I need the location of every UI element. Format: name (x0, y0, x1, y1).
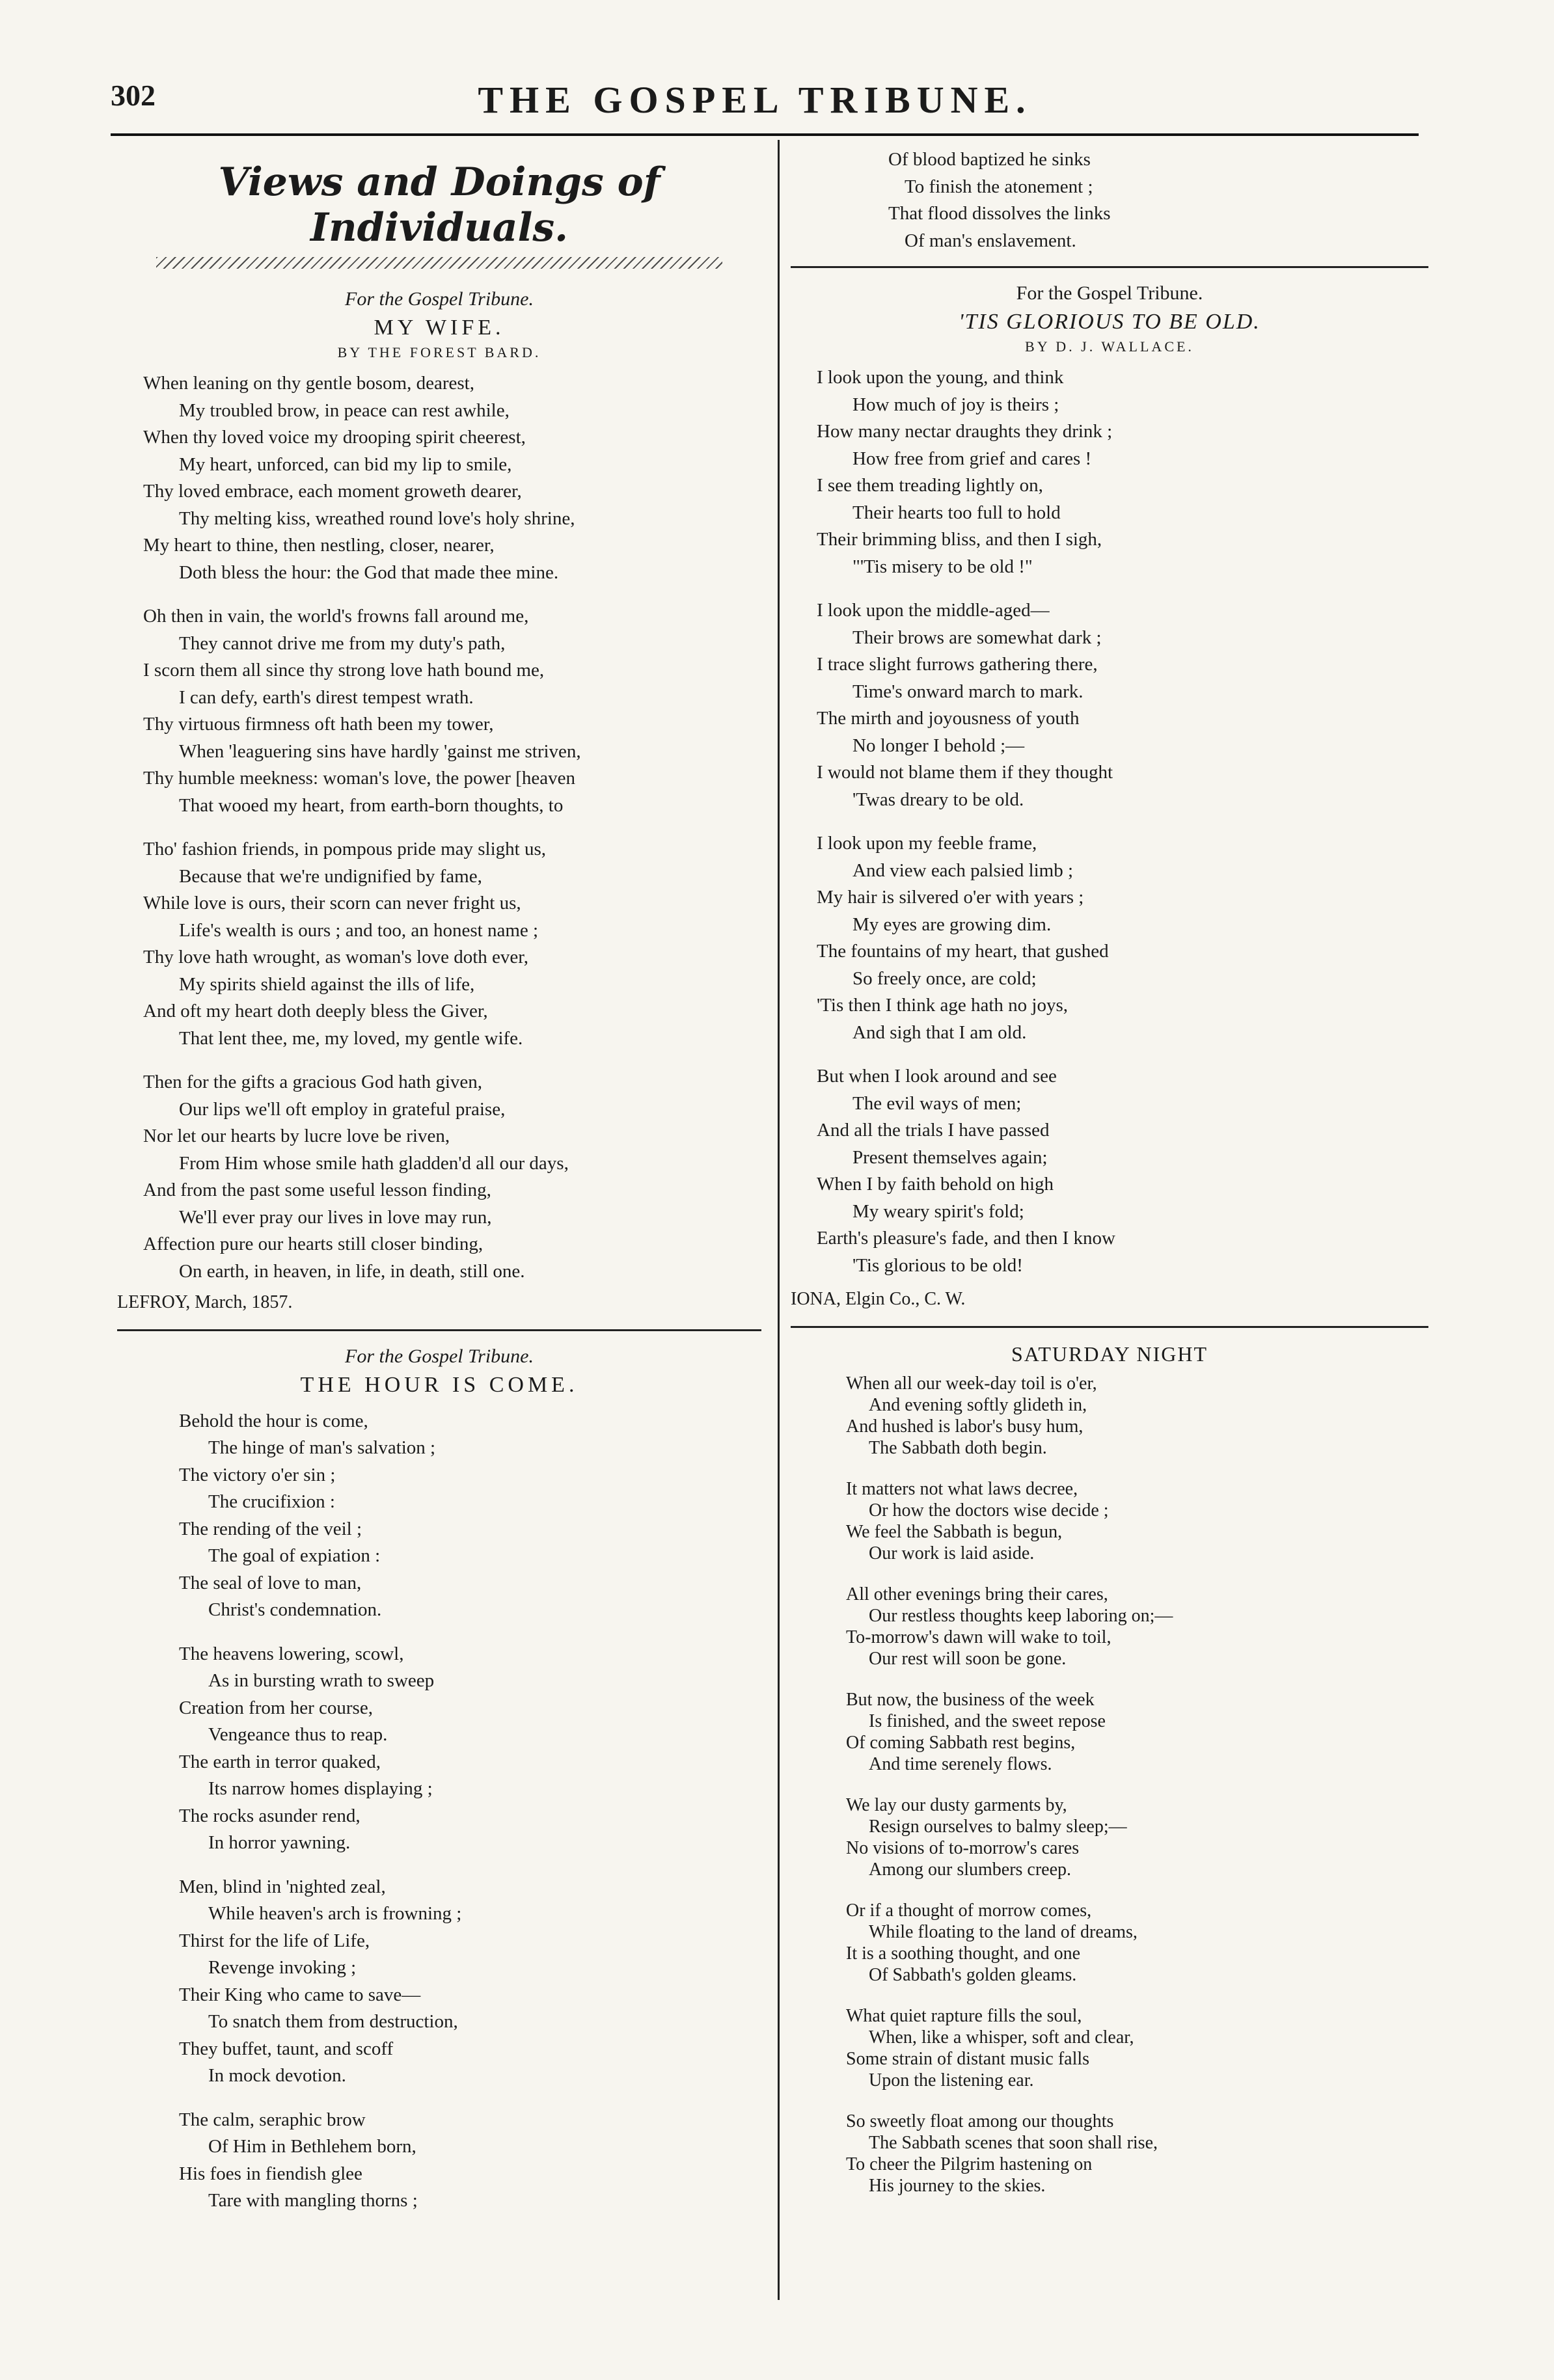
stanza (117, 1874, 761, 2090)
article-separator (791, 266, 1428, 268)
verse-line: The victory o'er sin ; (179, 1464, 336, 1485)
verse-line: Of Sabbath's golden gleams. (869, 1964, 1077, 1985)
verse-line: Our work is laid aside. (869, 1543, 1035, 1563)
verse-line: And oft my heart doth deeply bless the Giver, (143, 1001, 488, 1021)
verse-line: When I by faith behold on high (817, 1174, 1054, 1195)
verse-line: We'll ever pray our lives in love may run, (179, 1206, 492, 1228)
verse-line: My spirits shield against the ills of life, (179, 973, 475, 995)
section-heading: Views and Doings of Individuals. (218, 159, 661, 250)
stanza (791, 364, 1428, 580)
verse-line: Oh then in vain, the world's frowns fall around me, (143, 606, 529, 627)
verse-line: Their brows are somewhat dark ; (852, 627, 1102, 648)
verse-line: Time's onward march to mark. (852, 681, 1084, 702)
verse-line: I would not blame them if they thought (817, 762, 1113, 783)
verse-line: Our rest will soon be gone. (869, 1648, 1067, 1669)
verse-line: It is a soothing thought, and one (846, 1943, 1081, 1964)
verse-line: Nor let our hearts by lucre love be riven, (143, 1126, 450, 1146)
verse-line: Thy humble meekness: woman's love, the power [heaven (143, 768, 575, 789)
verse-line: We feel the Sabbath is begun, (846, 1521, 1063, 1542)
verse-line: Of blood baptized he sinks (888, 149, 1091, 170)
verse-line: Then for the gifts a gracious God hath given, (143, 1072, 483, 1092)
journal-title: THE GOSPEL TRIBUNE. (478, 79, 1032, 121)
verse-line: Is finished, and the sweet repose (869, 1711, 1106, 1731)
verse-line: The rocks asunder rend, (179, 1805, 361, 1826)
verse-line: Resign ourselves to balmy sleep;— (869, 1816, 1127, 1837)
right-column (791, 146, 1428, 2216)
verse-line: Of Him in Bethlehem born, (208, 2136, 416, 2157)
verse-line: Earth's pleasure's fade, and then I know (817, 1228, 1115, 1249)
verse-line: To-morrow's dawn will wake to toil, (846, 1627, 1111, 1647)
verse-line: And time serenely flows. (869, 1753, 1052, 1774)
verse-line: Of coming Sabbath rest begins, (846, 1732, 1076, 1753)
verse-line: While heaven's arch is frowning ; (208, 1903, 462, 1924)
verse-line: The fountains of my heart, that gushed (817, 941, 1109, 962)
stanza (791, 830, 1428, 1046)
verse-line: As in bursting wrath to sweep (208, 1670, 435, 1691)
verse-line: In mock devotion. (208, 2065, 346, 2086)
verse-line: In horror yawning. (208, 1832, 351, 1853)
verse-line: To cheer the Pilgrim hastening on (846, 2154, 1093, 2174)
verse-line: But when I look around and see (817, 1066, 1057, 1087)
verse-line: That flood dissolves the links (888, 203, 1111, 224)
stanza (791, 1584, 1428, 1670)
verse-line: Some strain of distant music falls (846, 2048, 1090, 2069)
verse-line: And view each palsied limb ; (852, 859, 1074, 881)
verse-line: Or how the doctors wise decide ; (869, 1500, 1109, 1521)
verse-line: My heart to thine, then nestling, closer, nearer, (143, 535, 495, 556)
verse-line: When thy loved voice my drooping spirit cheerest, (143, 427, 526, 448)
poem-body (117, 370, 761, 1316)
verse-line: 'Tis then I think age hath no joys, (817, 995, 1068, 1016)
verse-line: Thy loved embrace, each moment groweth dearer, (143, 481, 522, 502)
verse-line: They cannot drive me from my duty's path, (179, 632, 506, 654)
poem-title: MY WIFE. (374, 316, 505, 340)
verse-line: The heavens lowering, scowl, (179, 1643, 404, 1664)
column-divider (778, 140, 780, 2300)
verse-line: Our lips we'll oft employ in grateful praise, (179, 1098, 506, 1120)
poem-continuation (791, 146, 1428, 254)
verse-line: I see them treading lightly on, (817, 475, 1043, 496)
verse-line: The goal of expiation : (208, 1545, 381, 1566)
verse-line: Their brimming bliss, and then I sigh, (817, 529, 1102, 550)
verse-line: Its narrow homes displaying ; (208, 1778, 433, 1799)
poem-title: 'TIS GLORIOUS TO BE OLD. (959, 310, 1261, 334)
verse-line: My weary spirit's fold; (852, 1200, 1024, 1222)
verse-line: That lent thee, me, my loved, my gentle wife. (179, 1027, 523, 1049)
verse-line: Life's wealth is ours ; and too, an honest name ; (179, 919, 539, 941)
verse-line: Affection pure our hearts still closer binding, (143, 1234, 484, 1254)
verse-line: That wooed my heart, from earth-born thoughts, to (179, 794, 564, 816)
verse-line: Tare with mangling thorns ; (208, 2190, 418, 2211)
poem-body (117, 1408, 761, 2215)
verse-line: Tho' fashion friends, in pompous pride may slight us, (143, 839, 546, 859)
verse-line: Thy love hath wrought, as woman's love doth ever, (143, 947, 528, 967)
stanza (791, 1794, 1428, 1880)
article-separator (117, 1329, 761, 1331)
verse-line: The calm, seraphic brow (179, 2109, 366, 2130)
verse-line: No longer I behold ;— (852, 735, 1025, 756)
verse-line: His foes in fiendish glee (179, 2163, 362, 2184)
poem-hour-is-come (117, 1346, 761, 2215)
verse-line: They buffet, taunt, and scoff (179, 2038, 394, 2059)
verse-line: The hinge of man's salvation ; (208, 1437, 436, 1458)
stanza (791, 146, 1428, 254)
poem-source: For the Gospel Tribune. (345, 288, 534, 310)
poem-place-date: IONA, Elgin Co., C. W. (791, 1289, 966, 1309)
verse-line: My troubled brow, in peace can rest awhile, (179, 399, 510, 421)
verse-line: My heart, unforced, can bid my lip to smile, (179, 453, 512, 475)
page-header (111, 78, 1399, 124)
verse-line: "'Tis misery to be old !" (852, 556, 1033, 577)
page-number: 302 (111, 79, 156, 112)
verse-line: When all our week-day toil is o'er, (846, 1373, 1097, 1394)
poem-byline: BY D. J. WALLACE. (1025, 338, 1194, 355)
verse-line: And from the past some useful lesson finding, (143, 1180, 491, 1200)
stanza (791, 1478, 1428, 1564)
verse-line: When leaning on thy gentle bosom, dearest, (143, 373, 474, 394)
verse-line: To finish the atonement ; (905, 176, 1093, 197)
verse-line: I look upon the young, and think (817, 367, 1064, 388)
verse-line: His journey to the skies. (869, 2175, 1046, 2196)
wavy-rule (156, 257, 722, 269)
verse-line: On earth, in heaven, in life, in death, still one. (179, 1260, 525, 1282)
verse-line: And hushed is labor's busy hum, (846, 1416, 1084, 1437)
verse-line: Thirst for the life of Life, (179, 1930, 370, 1951)
verse-line: And sigh that I am old. (852, 1021, 1027, 1043)
poem-body (791, 364, 1428, 1313)
verse-line: My eyes are growing dim. (852, 913, 1052, 935)
verse-line: And all the trials I have passed (817, 1120, 1050, 1141)
verse-line: Doth bless the hour: the God that made thee mine. (179, 561, 559, 583)
poem-body (791, 1373, 1428, 2197)
verse-line: Men, blind in 'nighted zeal, (179, 1876, 386, 1897)
poem-title: THE HOUR IS COME. (300, 1372, 579, 1397)
poem-title: SATURDAY NIGHT (1011, 1342, 1208, 1366)
poem-source: For the Gospel Tribune. (345, 1345, 534, 1367)
verse-line: My hair is silvered o'er with years ; (817, 887, 1084, 908)
stanza (117, 603, 761, 819)
verse-line: The evil ways of men; (852, 1092, 1022, 1114)
verse-line: Thy virtuous firmness oft hath been my tower, (143, 714, 494, 735)
verse-line: While love is ours, their scorn can never fright us, (143, 893, 521, 913)
verse-line: Revenge invoking ; (208, 1957, 357, 1978)
verse-line: The Sabbath scenes that soon shall rise, (869, 2132, 1158, 2153)
stanza (117, 2107, 761, 2215)
verse-line: Present themselves again; (852, 1146, 1048, 1168)
verse-line: No visions of to-morrow's cares (846, 1837, 1080, 1858)
verse-line: Of man's enslavement. (905, 230, 1076, 251)
verse-line: Their King who came to save— (179, 1984, 421, 2005)
stanza (117, 370, 761, 586)
verse-line: The earth in terror quaked, (179, 1751, 381, 1772)
poem-saturday-night (791, 1342, 1428, 2197)
verse-line: I trace slight furrows gathering there, (817, 654, 1098, 675)
verse-line: Behold the hour is come, (179, 1410, 368, 1431)
verse-line: The rending of the veil ; (179, 1518, 362, 1539)
article-separator (791, 1326, 1428, 1328)
verse-line: How much of joy is theirs ; (852, 394, 1059, 415)
stanza (791, 1373, 1428, 1459)
verse-line: But now, the business of the week (846, 1689, 1095, 1710)
verse-line: What quiet rapture fills the soul, (846, 2005, 1082, 2026)
verse-line: It matters not what laws decree, (846, 1478, 1078, 1499)
verse-line: Creation from her course, (179, 1697, 373, 1718)
verse-line: I look upon the middle-aged— (817, 600, 1050, 621)
poem-source: For the Gospel Tribune. (1016, 282, 1203, 304)
verse-line: 'Twas dreary to be old. (852, 789, 1024, 810)
verse-line: Because that we're undignified by fame, (179, 865, 482, 887)
stanza (791, 2005, 1428, 2091)
verse-line: To snatch them from destruction, (208, 2011, 458, 2032)
stanza (117, 1069, 761, 1285)
stanza (791, 2111, 1428, 2197)
verse-line: When, like a whisper, soft and clear, (869, 2027, 1134, 2048)
verse-line: Upon the listening ear. (869, 2070, 1034, 2090)
verse-line: So sweetly float among our thoughts (846, 2111, 1114, 2131)
verse-line: While floating to the land of dreams, (869, 1921, 1138, 1942)
verse-line: Their hearts too full to hold (852, 502, 1061, 523)
verse-line: From Him whose smile hath gladden'd all our days, (179, 1152, 569, 1174)
verse-line: Our restless thoughts keep laboring on;— (869, 1605, 1173, 1626)
verse-line: Among our slumbers creep. (869, 1859, 1072, 1880)
verse-line: Or if a thought of morrow comes, (846, 1900, 1092, 1921)
verse-line: 'Tis glorious to be old! (852, 1254, 1023, 1276)
verse-line: I scorn them all since thy strong love hath bound me, (143, 660, 545, 681)
stanza (791, 597, 1428, 813)
stanza (117, 836, 761, 1052)
verse-line: And evening softly glideth in, (869, 1394, 1087, 1415)
verse-line: The Sabbath doth begin. (869, 1437, 1047, 1458)
stanza (791, 1689, 1428, 1775)
verse-line: How free from grief and cares ! (852, 448, 1092, 469)
poem-my-wife (117, 288, 761, 1316)
stanza (117, 1641, 761, 1857)
poem-place-date: LEFROY, March, 1857. (117, 1292, 293, 1312)
verse-line: The crucifixion : (208, 1491, 335, 1512)
poem-glorious-to-be-old (791, 282, 1428, 1313)
header-rule (111, 133, 1419, 136)
verse-line: The seal of love to man, (179, 1572, 362, 1593)
verse-line: I can defy, earth's direst tempest wrath. (179, 686, 474, 708)
left-column (117, 146, 761, 2232)
verse-line: Christ's condemnation. (208, 1599, 382, 1620)
verse-line: Vengeance thus to reap. (208, 1724, 388, 1745)
verse-line: Thy melting kiss, wreathed round love's holy shrine, (179, 507, 575, 529)
verse-line: So freely once, are cold; (852, 967, 1037, 989)
verse-line: The mirth and joyousness of youth (817, 708, 1080, 729)
verse-line: I look upon my feeble frame, (817, 833, 1037, 854)
stanza (791, 1900, 1428, 1986)
poem-byline: BY THE FOREST BARD. (337, 344, 541, 360)
verse-line: How many nectar draughts they drink ; (817, 421, 1113, 442)
stanza (117, 1408, 761, 1624)
stanza (791, 1063, 1428, 1279)
verse-line: We lay our dusty garments by, (846, 1794, 1067, 1815)
verse-line: When 'leaguering sins have hardly 'gainst me striven, (179, 740, 581, 762)
verse-line: All other evenings bring their cares, (846, 1584, 1108, 1604)
